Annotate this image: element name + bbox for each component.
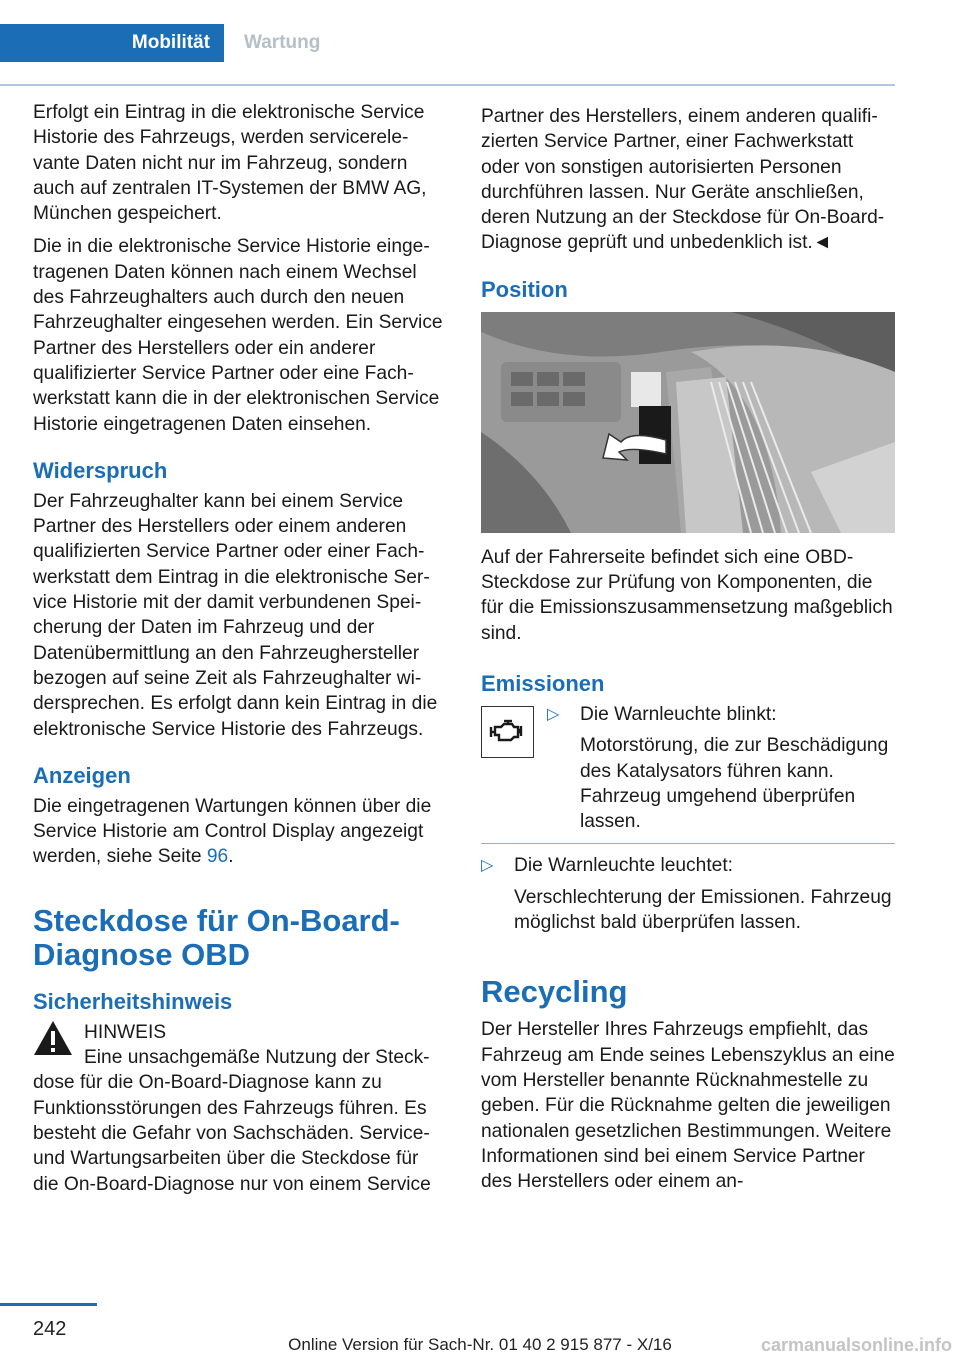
heading-position: Position xyxy=(481,276,568,302)
paragraph-anzeigen xyxy=(33,794,447,870)
anzeigen-end: . xyxy=(228,846,234,868)
paragraph-data-owner: Die in die elektronische Service Historie eingetragenen Daten können nach einem Wechsel des Fahrzeughalters auch durch den neuen Fahrzeughalter eingesehen werden. Ein Service Partner des Herstellers oder ein anderer qualifizierter Service Partner oder eine Fachwerkstatt kann die in der elektronischen Service Historie eingetragenen Daten einsehen. xyxy=(33,236,443,435)
footer-accent-line xyxy=(0,1303,97,1306)
right-column xyxy=(481,104,895,1202)
triangle-bullet-icon: ▷ xyxy=(481,857,494,875)
hinweis-body: dose für die On-Board-Diagnose kann zu Funktionsstörungen des Fahrzeugs führen. Es besteht die Gefahr von Sachschäden. Service- und Wartungsarbeiten über die Steckdose für die On-Board-Diagnose nur von einem Service xyxy=(33,1072,431,1195)
paragraph-widerspruch: Der Fahrzeughalter kann bei einem Service Partner des Herstellers oder einem anderen qualifizierten Service Partner oder einer Fachwerkstatt dem Eintrag in die elektronische Service Historie mit der damit verbundenen Speicherung der Daten im Fahrzeug und der Datenübermittlung an den Fahrzeughersteller bezogen auf seine Zeit als Fahrzeughalter widersprechen. Es erfolgt dann kein Eintrag in die elektronische Service Historie des Fahrzeugs. xyxy=(33,490,438,740)
paragraph-position: Auf der Fahrerseite befindet sich eine OBD-Steckdose zur Prüfung von Komponenten, die für die Emissionszusammensetzung maßgeblich sind. xyxy=(481,546,893,644)
bullet-leuchtet-desc: Verschlechterung der Emissionen. Fahrzeug möglichst bald überprüfen lassen. xyxy=(514,886,892,934)
tab-mobilitaet[interactable]: Mobilität xyxy=(0,24,224,62)
bullet-blinkt-text: Die Warnleuchte blinkt: xyxy=(580,703,777,725)
header-tabs xyxy=(0,24,895,62)
hinweis-label: HINWEIS xyxy=(84,1021,167,1043)
bullet-blinkt-title xyxy=(547,702,895,727)
tab-wartung[interactable]: Wartung xyxy=(244,32,321,53)
heading-sicherheitshinweis: Sicherheitshinweis xyxy=(33,988,233,1014)
bullet-leuchtet-title xyxy=(481,853,895,878)
heading-recycling: Recycling xyxy=(481,974,628,1010)
paragraph-service-continued: Partner des Herstellers, einem anderen qualifizierten Service Partner, einer Fachwerkstatt oder von sonstigen autorisierten Personen durchführen lassen. Nur Geräte anschließen, deren Nutzung an der Steckdose für On-Board-Diagnose geprüft und unbedenklich ist.◄ xyxy=(481,106,885,254)
triangle-bullet-icon: ▷ xyxy=(547,705,560,723)
bullet-leuchtet-text: Die Warnleuchte leuchtet: xyxy=(514,855,733,877)
anzeigen-text: Die eingetragenen Wartungen können über die Service Historie am Control Display angezeigt werden, siehe Seite xyxy=(33,795,432,868)
page-number: 242 xyxy=(33,1318,67,1340)
paragraph-recycling: Der Hersteller Ihres Fahrzeugs empfiehlt, das Fahrzeug am Ende seines Lebenszyklus an eine vom Hersteller benannte Rücknahmestelle zu geben. Für die Rücknahme gelten die jeweiligen nationalen gesetzlichen Bestimmungen. Weitere Informationen sind bei einem Service Partner des Herstellers oder einem an- xyxy=(481,1019,895,1193)
emissions-block xyxy=(481,702,895,935)
page-link-96[interactable]: 96 xyxy=(206,846,229,868)
heading-steckdose-obd: Steckdose für On-Board-Diagnose OBD xyxy=(33,902,400,972)
footer-online-version: Online Version für Sach-Nr. 01 40 2 915 877 - X/16 xyxy=(288,1335,672,1354)
heading-emissionen: Emissionen xyxy=(481,670,605,696)
left-column xyxy=(33,100,447,1205)
header-divider xyxy=(0,84,895,86)
heading-anzeigen: Anzeigen xyxy=(33,762,131,788)
emission-item-leuchtet xyxy=(481,853,895,935)
emission-item-blinkt xyxy=(481,702,895,834)
warning-block xyxy=(33,1020,447,1197)
warning-triangle-icon xyxy=(33,1020,73,1056)
paragraph-service-history: Erfolgt ein Eintrag in die elektronische Service Historie des Fahrzeugs, werden servicerelevante Daten nicht nur im Fahrzeug, sondern auch auf zentralen IT-Systemen der BMW AG, München gespeichert. xyxy=(33,102,427,225)
obd-position-photo xyxy=(481,312,895,533)
bullet-blinkt-desc: Motorstörung, die zur Beschädigung des Katalysators führen kann. Fahrzeug umgehend überprüfen lassen. xyxy=(580,735,889,833)
check-engine-icon xyxy=(481,706,534,758)
hinweis-first-line: Eine unsachgemäße Nutzung der Steck- xyxy=(84,1047,430,1069)
watermark: carmanualsonline.info xyxy=(760,1335,952,1355)
heading-widerspruch: Widerspruch xyxy=(33,457,168,483)
bullet-divider xyxy=(481,843,895,844)
